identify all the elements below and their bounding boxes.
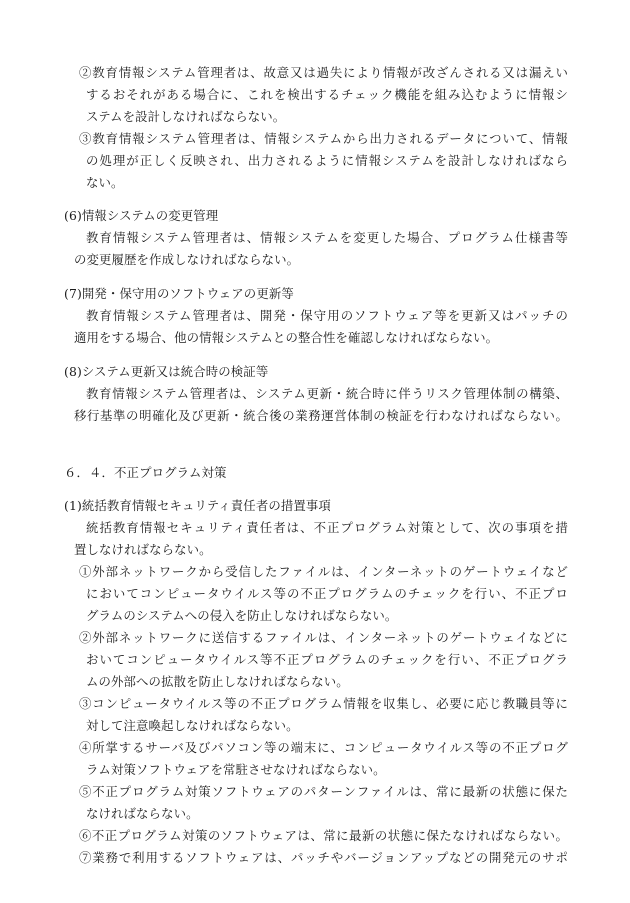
text-line: ⑦業務で利用するソフトウェアは、パッチやバージョンアップなどの開発元のサポ: [79, 850, 568, 865]
text-line: ⑤不正プログラム対策ソフトウェアのパターンファイルは、常に最新の状態に保た: [79, 784, 568, 799]
text-line: の処理が正しく反映され、出力されるように情報システムを設計しなければなら: [86, 153, 568, 168]
text-line: ムの外部への拡散を防止しなければならない。: [86, 674, 349, 689]
text-line: グラムのシステムへの侵入を防止しなければならない。: [86, 608, 398, 623]
text-line: 適用をする場合、他の情報システムとの整合性を確認しなければならない。: [74, 330, 499, 345]
text-line: 統括教育情報セキュリティ責任者は、不正プログラム対策として、次の事項を措: [86, 520, 568, 535]
text-line: ④所掌するサーバ及びパソコン等の端末に、コンピュータウイルス等の不正プログ: [79, 740, 568, 755]
text-line: (7)開発・保守用のソフトウェアの更新等: [64, 286, 294, 301]
text-line: の変更履歴を作成しなければならない。: [74, 252, 300, 267]
text-line: 置しなければならない。: [74, 542, 212, 557]
text-line: ③コンピュータウイルス等の不正プログラム情報を収集し、必要に応じ教職員等に: [79, 696, 568, 711]
text-line: (6)情報システムの変更管理: [64, 208, 219, 223]
text-line: するおそれがある場合に、これを検出するチェック機能を組み込むように情報シ: [86, 87, 568, 102]
text-line: なければならない。: [86, 806, 199, 821]
text-line: 移行基準の明確化及び更新・統合後の業務運営体制の検証を行わなければならない。: [74, 408, 568, 423]
text-line: ②外部ネットワークに送信するファイルは、インターネットのゲートウェイなどに: [79, 630, 568, 645]
text-line: ６．４．不正プログラム対策: [64, 465, 227, 480]
text-line: (1)統括教育情報セキュリティ責任者の措置事項: [64, 498, 331, 513]
text-line: 教育情報システム管理者は、開発・保守用のソフトウェア等を更新又はパッチの: [86, 308, 568, 323]
text-line: ラム対策ソフトウェアを常駐させなければならない。: [86, 762, 386, 777]
text-line: ③教育情報システム管理者は、情報システムから出力されるデータについて、情報: [79, 131, 568, 146]
text-line: 対して注意喚起しなければならない。: [86, 718, 299, 733]
text-line: (8)システム更新又は統合時の検証等: [64, 364, 269, 379]
text-line: ①外部ネットワークから受信したファイルは、インターネットのゲートウェイなど: [79, 564, 568, 579]
text-line: 教育情報システム管理者は、情報システムを変更した場合、プログラム仕様書等: [86, 230, 568, 245]
text-line: ステムを設計しなければならない。: [86, 109, 286, 124]
text-line: ⑥不正プログラム対策のソフトウェアは、常に最新の状態に保たなければならない。: [79, 828, 568, 843]
text-line: 教育情報システム管理者は、システム更新・統合時に伴うリスク管理体制の構築、: [86, 386, 568, 401]
text-line: においてコンピュータウイルス等の不正プログラムのチェックを行い、不正プロ: [86, 586, 568, 601]
text-line: ②教育情報システム管理者は、故意又は過失により情報が改ざんされる又は漏えい: [79, 65, 568, 80]
text-line: おいてコンピュータウイルス等不正プログラムのチェックを行い、不正プログラ: [86, 652, 568, 667]
text-line: ない。: [86, 175, 124, 190]
